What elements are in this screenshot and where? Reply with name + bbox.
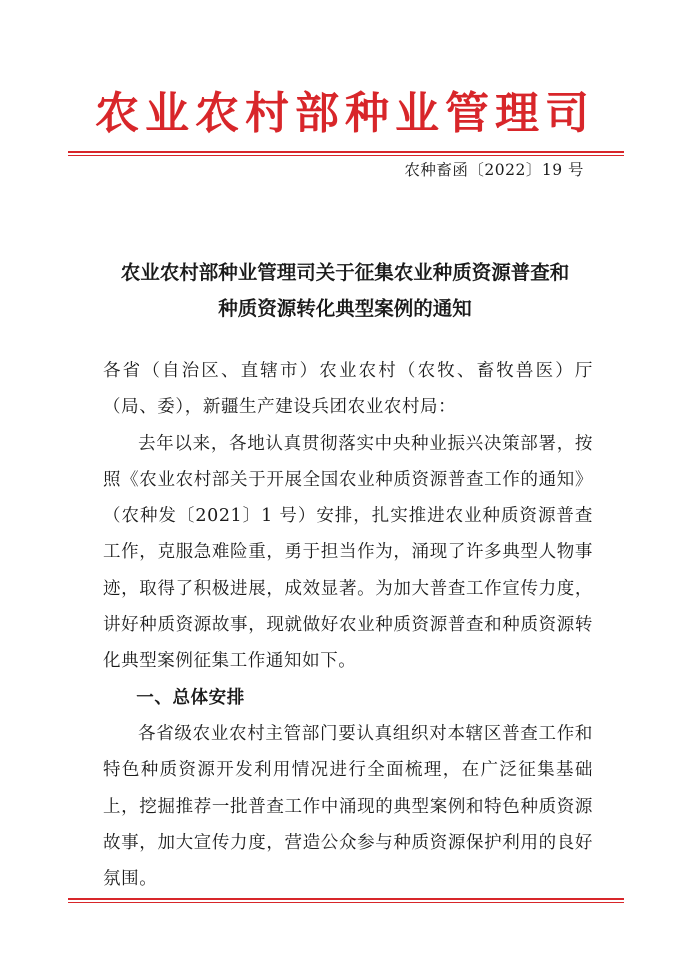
letterhead-red-rule [68,151,624,156]
notice-title-line-1: 农业农村部种业管理司关于征集农业种质资源普查和 [120,261,570,284]
notice-title-line-2: 种质资源转化典型案例的通知 [218,297,472,320]
rule-thick-line [68,898,624,900]
document-number: 农种畜函〔2022〕19 号 [404,161,584,179]
rule-thin-line [68,155,624,156]
notice-title [60,255,630,327]
footer-red-rule [68,898,624,903]
notice-body [103,353,593,897]
addressee-paragraph: 各省（自治区、直辖市）农业农村（农牧、畜牧兽医）厅（局、委），新疆生产建设兵团农业农村局： [103,361,593,418]
intro-paragraph: 去年以来，各地认真贯彻落实中央种业振兴决策部署，按照《农业农村部关于开展全国农业种质资源普查工作的通知》（农种发〔2021〕1 号）安排，扎实推进农业种质资源普查工作，克服急难险重，勇于担当作为，涌现了许多典型人物事迹，取得了积极进展，成效显著。为加大普查工作宣传力度，讲好种质资源故事，现就做好农业种质资源普查和种质资源转化典型案例征集工作通知如下。 [103,433,593,672]
section-paragraph: 各省级农业农村主管部门要认真组织对本辖区普查工作和特色种质资源开发利用情况进行全面梳理，在广泛征集基础上，挖掘推荐一批普查工作中涌现的典型案例和特色种质资源故事，加大宣传力度，营造公众参与种质资源保护利用的良好氛围。 [103,723,593,890]
letterhead-org-name: 农业农村部种业管理司 [95,88,595,139]
rule-thick-line [68,151,624,153]
section-heading: 一、总体安排 [136,687,245,708]
rule-thin-line [68,902,624,903]
